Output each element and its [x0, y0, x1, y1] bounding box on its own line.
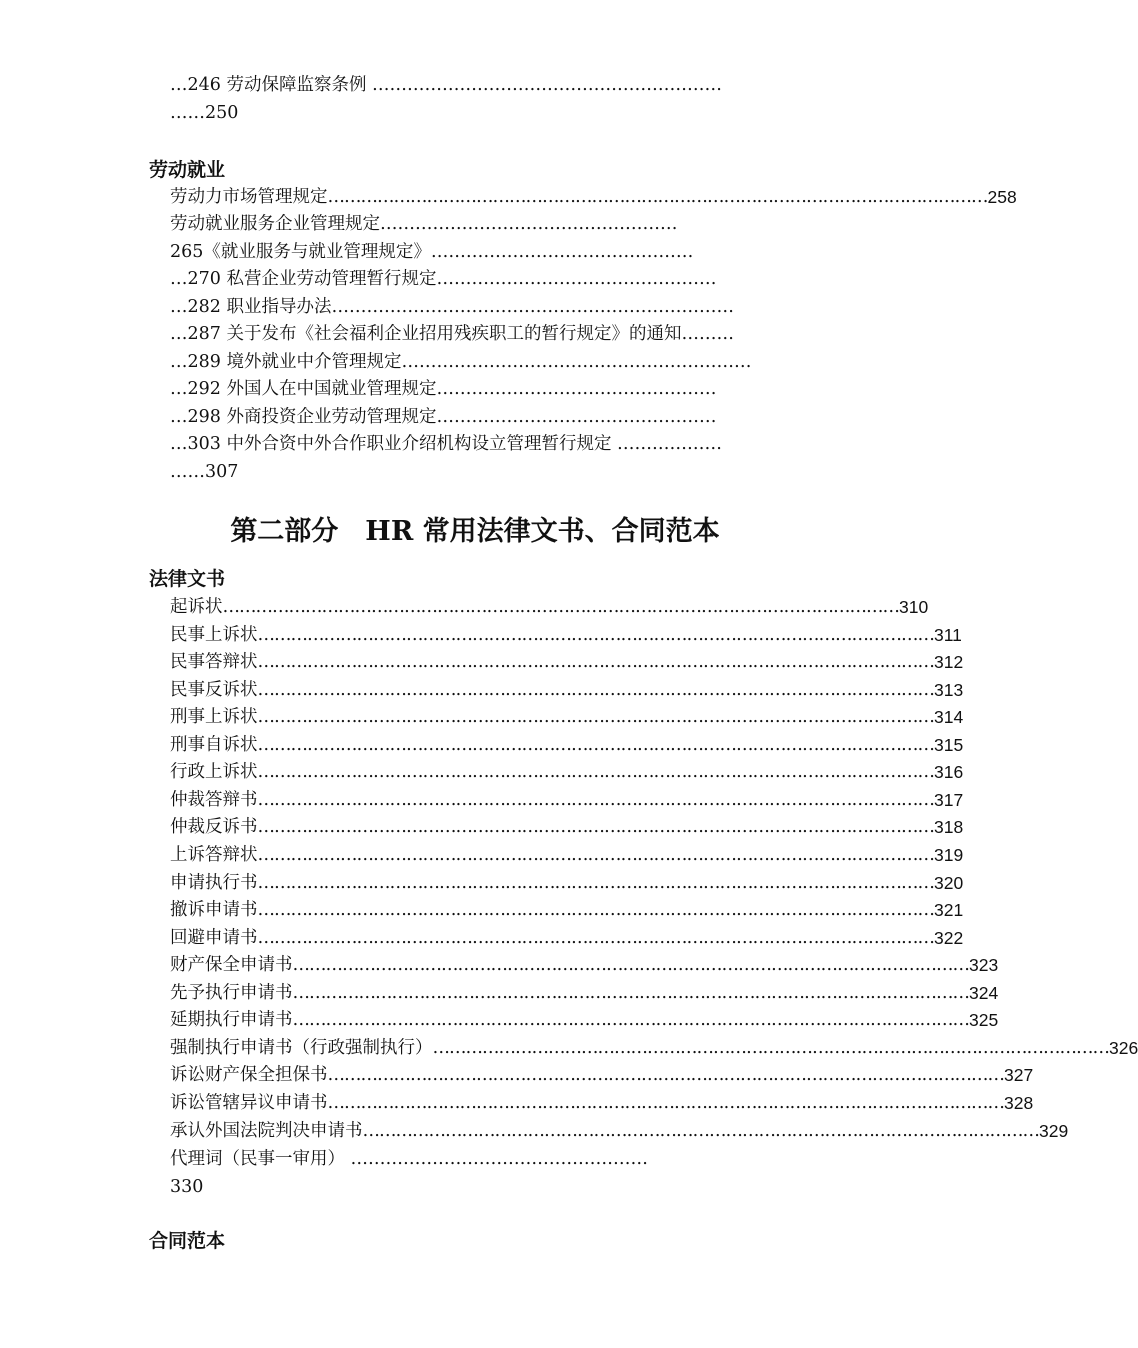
toc-entry-page: 312 — [934, 652, 964, 673]
toc-entry[interactable] — [170, 1007, 999, 1033]
dot-leader: …………………………………………………………………………………………………………… — [222, 597, 899, 617]
toc-entry-page: 325 — [969, 1010, 999, 1031]
toc-line[interactable]: …298 外商投资企业劳动管理规定………………………………………… — [170, 407, 717, 427]
toc-entry-title: 回避申请书 — [170, 927, 258, 948]
dot-leader: …………………………………………………………………………………………………………… — [292, 1010, 969, 1031]
toc-entry[interactable] — [170, 622, 962, 648]
dot-leader: …………………………………………………………………………………………………………… — [257, 900, 934, 920]
toc-line[interactable]: …292 外国人在中国就业管理规定………………………………………… — [170, 379, 717, 399]
toc-entry-title: 财产保全申请书 — [170, 955, 293, 976]
toc-entry[interactable] — [170, 732, 964, 758]
toc-entry-title: 仲裁答辩书 — [170, 789, 258, 810]
dot-leader: …………………………………………………………………………………………………………… — [257, 679, 934, 700]
toc-entry-page: 328 — [1004, 1092, 1034, 1113]
toc-line[interactable]: ……250 — [170, 103, 239, 123]
toc-entry[interactable] — [170, 649, 964, 675]
toc-entry[interactable] — [170, 842, 964, 868]
toc-entry-title: 诉讼财产保全担保书 — [170, 1065, 328, 1086]
toc-entry[interactable] — [170, 980, 999, 1006]
toc-line[interactable]: 330 — [170, 1177, 204, 1197]
toc-line[interactable]: …246 劳动保障监察条例 …………………………………………………… — [170, 75, 723, 95]
toc-entry[interactable] — [170, 897, 964, 923]
toc-entry-title: 先予执行申请书 — [170, 982, 293, 1003]
toc-entry[interactable] — [170, 925, 964, 951]
part-title: 第二部分 HR 常用法律文书、合同范本 — [230, 516, 720, 547]
toc-entry-page: 326 — [1109, 1037, 1138, 1058]
toc-entry-page: 315 — [934, 734, 964, 755]
toc-entry[interactable] — [170, 704, 964, 730]
toc-entry[interactable] — [170, 1062, 1034, 1088]
toc-entry-title: 上诉答辩状 — [170, 845, 258, 865]
toc-entry-title: 申请执行书 — [170, 872, 258, 893]
toc-entry-page: 311 — [934, 624, 962, 645]
toc-entry-title: 延期执行申请书 — [170, 1010, 293, 1031]
toc-entry-title: 刑事自诉状 — [170, 734, 258, 755]
toc-entry-title: 诉讼管辖异议申请书 — [170, 1092, 328, 1113]
toc-entry-page: 319 — [934, 845, 964, 865]
toc-entry[interactable] — [170, 1118, 1069, 1144]
dot-leader: …………………………………………………………………………………………………………… — [257, 734, 934, 755]
toc-line[interactable]: …270 私营企业劳动管理暂行规定………………………………………… — [170, 269, 717, 289]
toc-entry[interactable] — [170, 184, 1017, 210]
dot-leader: ………………………………………………………………………………………………………… — [327, 187, 988, 207]
section-heading-contracts: 合同范本 — [149, 1230, 226, 1252]
toc-line[interactable]: ……307 — [170, 462, 239, 482]
toc-line[interactable]: …282 职业指导办法…………………………………………………………… — [170, 297, 734, 317]
toc-entry[interactable] — [170, 814, 964, 840]
toc-entry[interactable] — [170, 952, 999, 978]
dot-leader: …………………………………………………………………………………………………………… — [327, 1092, 1004, 1113]
toc-entry[interactable] — [170, 759, 964, 785]
toc-entry[interactable] — [170, 787, 964, 813]
dot-leader: …………………………………………………………………………………………………………… — [257, 872, 934, 893]
dot-leader: …………………………………………………………………………………………………………… — [257, 652, 934, 673]
toc-entry-page: 322 — [934, 927, 964, 948]
toc-line[interactable]: …287 关于发布《社会福利企业招用残疾职工的暂行规定》的通知……… — [170, 324, 734, 344]
toc-entry[interactable] — [170, 1035, 1138, 1061]
toc-entry-title: 行政上诉状 — [170, 762, 258, 783]
dot-leader: …………………………………………………………………………………………………………… — [292, 982, 969, 1003]
toc-entry-page: 314 — [934, 707, 964, 728]
toc-line[interactable]: …289 境外就业中介管理规定…………………………………………………… — [170, 352, 752, 372]
dot-leader: …………………………………………………………………………………………………………… — [257, 762, 934, 783]
toc-entry-title: 强制执行申请书（行政强制执行） — [170, 1037, 433, 1058]
toc-entry-title: 起诉状 — [170, 597, 223, 617]
dot-leader: …………………………………………………………………………………………………………… — [362, 1120, 1039, 1141]
toc-entry-title: 承认外国法院判决申请书 — [170, 1120, 363, 1141]
dot-leader: …………………………………………………………………………………………………………… — [257, 707, 934, 728]
section-heading-labor-employment: 劳动就业 — [149, 159, 226, 181]
section-heading-legal-docs: 法律文书 — [149, 568, 226, 590]
toc-entry-title: 民事上诉状 — [170, 624, 258, 645]
toc-entry-page: 323 — [969, 955, 999, 976]
toc-entry-title: 民事反诉状 — [170, 679, 258, 700]
dot-leader: …………………………………………………………………………………………………………… — [327, 1065, 1004, 1086]
toc-entry[interactable] — [170, 1090, 1034, 1116]
toc-entry[interactable] — [170, 677, 964, 703]
toc-line[interactable]: 劳动就业服务企业管理规定…………………………………………… — [170, 214, 678, 234]
toc-entry-title: 撤诉申请书 — [170, 900, 258, 920]
toc-entry-page: 318 — [934, 817, 964, 838]
dot-leader: …………………………………………………………………………………………………………… — [257, 789, 934, 810]
toc-entry-page: 320 — [934, 872, 964, 893]
dot-leader: …………………………………………………………………………………………………………… — [257, 817, 934, 838]
dot-leader: …………………………………………………………………………………………………………… — [432, 1037, 1109, 1058]
toc-entry-page: 327 — [1004, 1065, 1034, 1086]
toc-entry-page: 258 — [987, 187, 1017, 207]
dot-leader: …………………………………………………………………………………………………………… — [257, 845, 934, 865]
toc-entry-title: 刑事上诉状 — [170, 707, 258, 728]
dot-leader: …………………………………………………………………………………………………………… — [257, 927, 934, 948]
toc-entry-page: 317 — [934, 789, 964, 810]
toc-entry-page: 313 — [934, 679, 964, 700]
toc-line[interactable]: 265《就业服务与就业管理规定》……………………………………… — [170, 242, 694, 262]
toc-line[interactable]: 代理词（民事一审用） …………………………………………… — [170, 1149, 649, 1169]
toc-entry[interactable] — [170, 870, 964, 896]
toc-entry-title: 民事答辩状 — [170, 652, 258, 673]
toc-entry[interactable] — [170, 594, 929, 620]
dot-leader: …………………………………………………………………………………………………………… — [292, 955, 969, 976]
toc-entry-title: 劳动力市场管理规定 — [170, 187, 328, 207]
toc-entry-page: 329 — [1039, 1120, 1069, 1141]
toc-entry-page: 324 — [969, 982, 999, 1003]
toc-entry-page: 321 — [934, 900, 964, 920]
toc-entry-page: 316 — [934, 762, 964, 783]
toc-entry-title: 仲裁反诉书 — [170, 817, 258, 838]
toc-line[interactable]: …303 中外合资中外合作职业介绍机构设立管理暂行规定 ……………… — [170, 434, 723, 454]
toc-entry-page: 310 — [899, 597, 929, 617]
dot-leader: …………………………………………………………………………………………………………… — [257, 624, 934, 645]
